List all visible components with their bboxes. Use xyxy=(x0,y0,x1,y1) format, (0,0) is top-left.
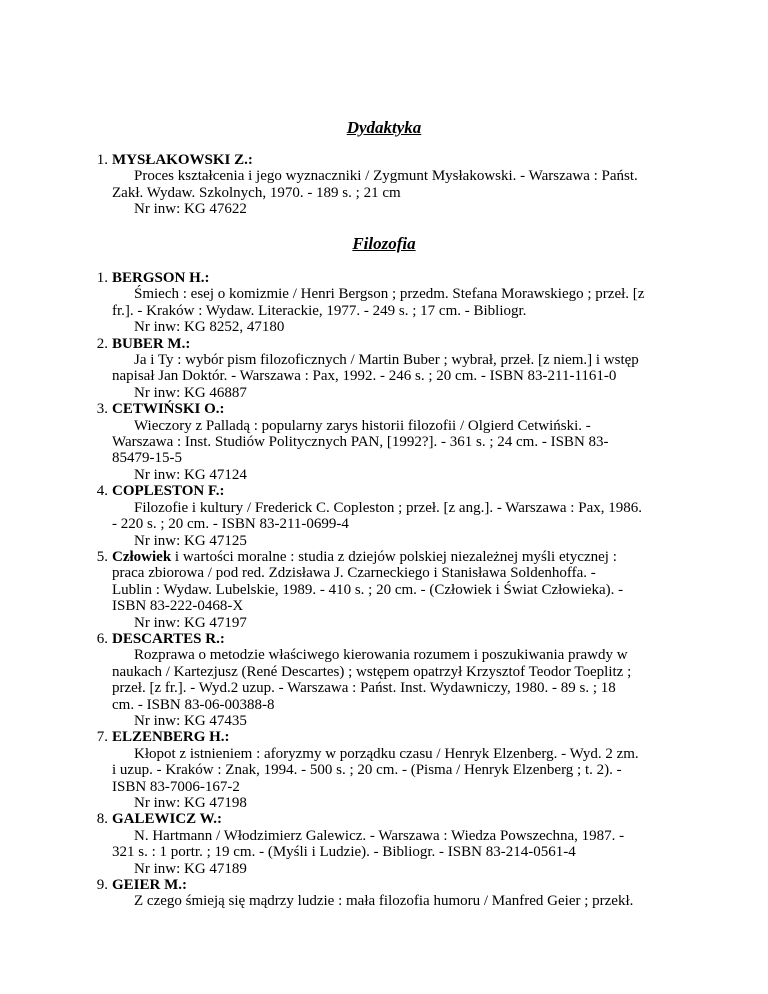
entry-inventory: Nr inw: KG 47124 xyxy=(134,466,247,483)
list-item xyxy=(96,811,672,877)
list-item xyxy=(96,335,672,402)
list-item xyxy=(96,483,672,549)
entry-author: COPLESTON F.: xyxy=(112,483,225,500)
entry-inventory: Nr inw: KG 47198 xyxy=(134,795,247,811)
entry-inventory: Nr inw: KG 46887 xyxy=(134,384,247,401)
entry-number: 2. xyxy=(96,335,108,352)
entry-number: 8. xyxy=(96,811,108,828)
entry-line: 321 s. : 1 portr. ; 19 cm. - (Myśli i Ludzie). - Bibliogr. - ISBN 83-214-0561-4 xyxy=(112,844,576,861)
entry-line: Zakł. Wydaw. Szkolnych, 1970. - 189 s. ; 21 cm xyxy=(112,184,401,201)
entry-number: 6. xyxy=(96,630,108,647)
entry-number: 1. xyxy=(96,152,108,168)
entry-line: - 220 s. ; 20 cm. - ISBN 83-211-0699-4 xyxy=(112,516,349,533)
entry-author: ELZENBERG H.: xyxy=(112,729,230,746)
entry-line: cm. - ISBN 83-06-00388-8 xyxy=(112,696,275,713)
entry-inventory: Nr inw: KG 47622 xyxy=(134,201,247,218)
entry-inventory: Nr inw: KG 47125 xyxy=(134,532,247,549)
entry-inventory: Nr inw: KG 8252, 47180 xyxy=(134,319,285,336)
entry-line: napisał Jan Doktór. - Warszawa : Pax, 1992. - 246 s. ; 20 cm. - ISBN 83-211-1161-0 xyxy=(112,368,617,385)
list-item xyxy=(96,270,672,336)
entry-number: 4. xyxy=(96,483,108,500)
entry-number: 1. xyxy=(96,270,108,286)
entry-line: Śmiech : esej o komizmie / Henri Bergson ; przedm. Stefana Morawskiego ; przeł. [z xyxy=(134,286,645,303)
entry-line: ISBN 83-7006-167-2 xyxy=(112,778,240,795)
list-item xyxy=(96,877,672,910)
list-item xyxy=(96,630,672,729)
entry-line: Ja i Ty : wybór pism filozoficznych / Martin Buber ; wybrał, przeł. [z niem.] i wstęp xyxy=(134,352,639,369)
entry-inventory: Nr inw: KG 47189 xyxy=(134,860,247,877)
entry-line: Rozprawa o metodzie właściwego kierowania rozumem i poszukiwania prawdy w xyxy=(134,647,628,664)
entry-line: Warszawa : Inst. Studiów Politycznych PAN, [1992?]. - 361 s. ; 24 cm. - ISBN 83- xyxy=(112,434,609,451)
entry-title-lead: Człowiek xyxy=(112,548,172,565)
entry-number: 7. xyxy=(96,729,108,746)
entry-author: BERGSON H.: xyxy=(112,270,210,286)
list-item xyxy=(96,401,672,483)
section-title-filozofia: Filozofia xyxy=(352,234,416,253)
entry-line: Filozofie i kultury / Frederick C. Copleston ; przeł. [z ang.]. - Warszawa : Pax, 1986. xyxy=(134,499,642,516)
entry-line: Lublin : Wydaw. Lubelskie, 1989. - 410 s. ; 20 cm. - (Człowiek i Świat Człowieka). - xyxy=(112,581,624,598)
entry-author: GALEWICZ W.: xyxy=(112,811,223,828)
entry-author: MYSŁAKOWSKI Z.: xyxy=(112,152,253,168)
entry-line: praca zbiorowa / pod red. Zdzisława J. Czarneckiego i Stanisława Soldenhoffa. - xyxy=(112,565,596,582)
entry-line: Z czego śmieją się mądrzy ludzie : mała filozofia humoru / Manfred Geier ; przekł. xyxy=(134,893,634,910)
entry-author: CETWIŃSKI O.: xyxy=(112,401,225,418)
entry-number: 3. xyxy=(96,401,108,418)
entry-line: 85479-15-5 xyxy=(112,450,182,467)
entry-number: 9. xyxy=(96,877,108,894)
entry-line: N. Hartmann / Włodzimierz Galewicz. - Warszawa : Wiedza Powszechna, 1987. - xyxy=(134,827,625,844)
entry-author: DESCARTES R.: xyxy=(112,630,225,647)
entry-line: przeł. [z fr.]. - Wyd.2 uzup. - Warszawa : Państ. Inst. Wydawniczy, 1980. - 89 s. ; 18 xyxy=(112,680,616,697)
list-item xyxy=(96,729,672,811)
entry-list-dydaktyka xyxy=(96,152,672,218)
entry-author: GEIER M.: xyxy=(112,877,187,894)
section-title-dydaktyka: Dydaktyka xyxy=(346,118,422,137)
list-item xyxy=(96,152,672,218)
entry-inventory: Nr inw: KG 47435 xyxy=(134,712,247,729)
entry-line: fr.]. - Kraków : Wydaw. Literackie, 1977. - 249 s. ; 17 cm. - Bibliogr. xyxy=(112,302,527,319)
entry-line xyxy=(112,549,672,565)
entry-line: Proces kształcenia i jego wyznaczniki / Zygmunt Mysłakowski. - Warszawa : Państ. xyxy=(134,168,638,185)
entry-number: 5. xyxy=(96,548,108,565)
entry-line: i uzup. - Kraków : Znak, 1994. - 500 s. ; 20 cm. - (Pisma / Henryk Elzenberg ; t. 2). - xyxy=(112,762,622,779)
entry-line: ISBN 83-222-0468-X xyxy=(112,598,244,615)
entry-line: Wieczory z Palladą : popularny zarys historii filozofii / Olgierd Cetwiński. - xyxy=(134,417,591,434)
entry-line-rest: i wartości moralne : studia z dziejów polskiej niezależnej myśli etycznej : xyxy=(171,548,617,565)
entry-inventory: Nr inw: KG 47197 xyxy=(134,614,247,631)
entry-line: naukach / Kartezjusz (René Descartes) ; wstępem opatrzył Krzysztof Teodor Toeplitz ; xyxy=(112,663,632,680)
list-item xyxy=(96,548,672,631)
entry-line: Kłopot z istnieniem : aforyzmy w porządku czasu / Henryk Elzenberg. - Wyd. 2 zm. xyxy=(134,745,639,762)
entry-list-filozofia xyxy=(96,270,672,910)
entry-author: BUBER M.: xyxy=(112,335,191,352)
